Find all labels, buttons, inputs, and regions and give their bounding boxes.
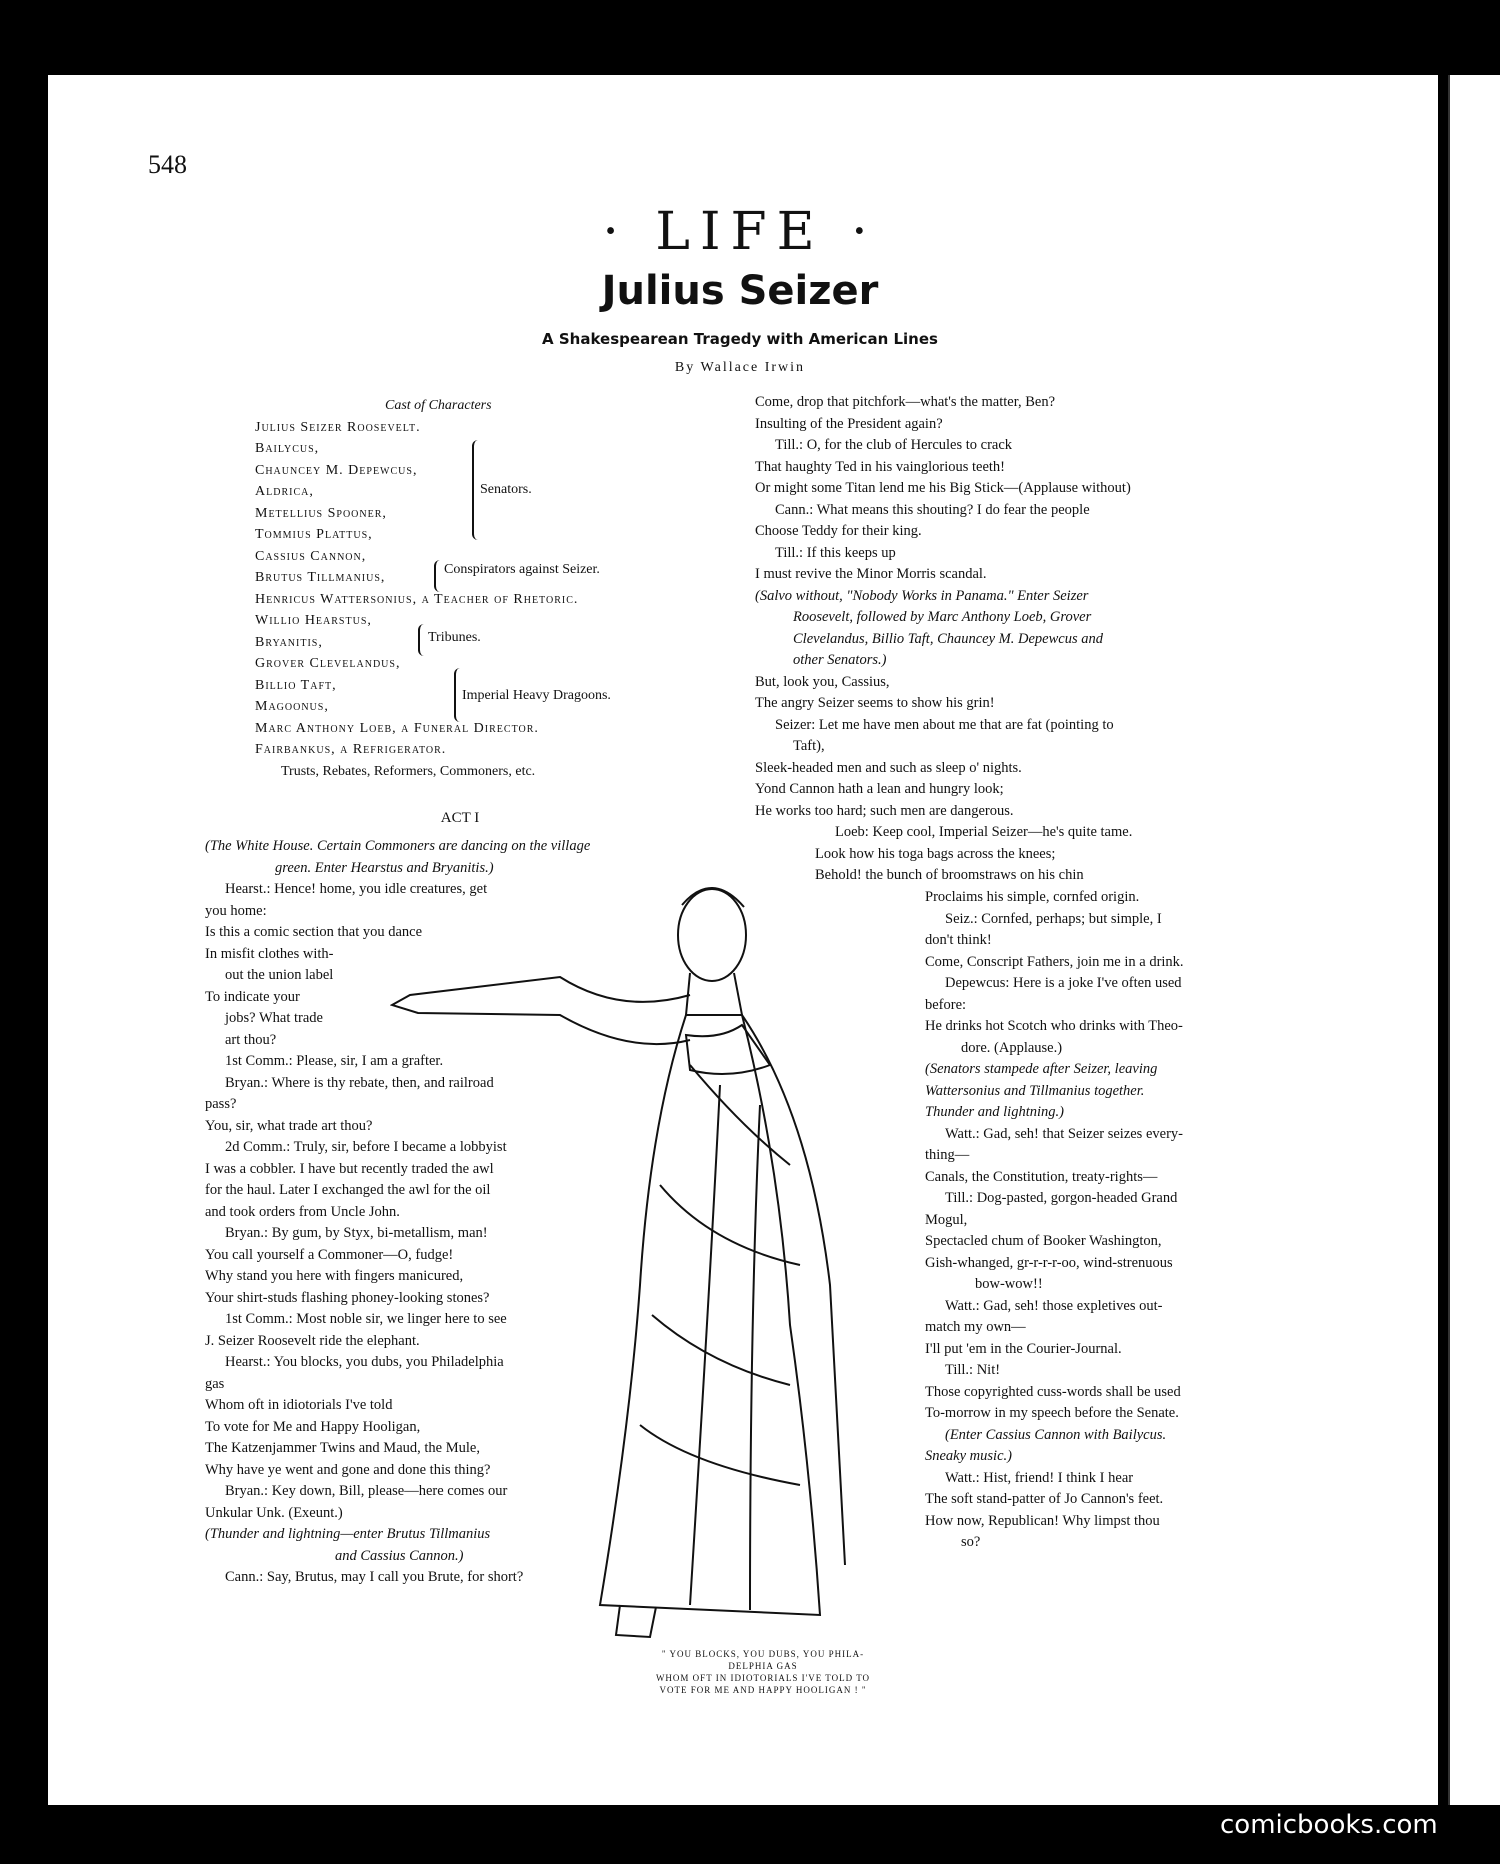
stage-direction: Thunder and lightning.) — [925, 1104, 1064, 1120]
dialogue-line: Bryan.: Where is thy rebate, then, and railroad — [225, 1074, 494, 1091]
dialogue-line: dore. (Applause.) — [961, 1039, 1063, 1056]
dialogue-line: Unkular Unk. (Exeunt.) — [205, 1504, 343, 1521]
chest-hand — [686, 1025, 770, 1074]
dialogue-line: gas — [205, 1375, 225, 1392]
cast-line: Brutus Tillmanius, — [255, 570, 386, 585]
dialogue-line: You, sir, what trade art thou? — [205, 1117, 373, 1134]
dialogue-line: Insulting of the President again? — [755, 415, 943, 432]
cast-line: Tommius Plattus, — [255, 527, 373, 542]
dialogue-line: He drinks hot Scotch who drinks with Theo- — [925, 1018, 1183, 1034]
cast-line: Magoonus, — [255, 699, 329, 714]
dialogue-line: He works too hard; such men are dangerous. — [755, 802, 1014, 819]
cast-line: Henricus Wattersonius, a Teacher of Rhetoric. — [255, 591, 579, 607]
dialogue-line: Behold! the bunch of broomstraws on his chin — [815, 867, 1084, 883]
toga-figure-illustration — [390, 865, 930, 1645]
watermark: comicbooks.com — [1220, 1810, 1438, 1840]
dialogue-line: To-morrow in my speech before the Senate. — [925, 1405, 1179, 1421]
dialogue-line: Look how his toga bags across the knees; — [815, 845, 1056, 862]
dragoons-label: Imperial Heavy Dragoons. — [462, 688, 611, 703]
dialogue-line: art thou? — [225, 1031, 277, 1048]
cast-line: Chauncey M. Depewcus, — [255, 462, 418, 478]
cast-line: Julius Seizer Roosevelt. — [255, 419, 421, 435]
stage-direction: and Cassius Cannon.) — [335, 1547, 464, 1564]
dialogue-line: That haughty Ted in his vainglorious teeth! — [755, 458, 1006, 475]
right-column-top — [755, 392, 1280, 887]
toga-body — [600, 1015, 820, 1615]
dialogue-line: pass? — [205, 1096, 237, 1112]
dialogue-line: Till.: Nit! — [945, 1362, 1001, 1378]
dialogue-line: out the union label — [225, 967, 334, 983]
stage-direction: other Senators.) — [793, 652, 887, 668]
dialogue-line: before: — [925, 996, 967, 1013]
dialogue-line: Seizer: Let me have men about me that are fat (pointing to — [775, 716, 1114, 733]
article-title: Julius Seizer — [601, 268, 879, 314]
article-subtitle: A Shakespearean Tragedy with American Lines — [542, 330, 938, 348]
cast-line: Bryanitis, — [255, 634, 323, 650]
dialogue-line: Gish-whanged, gr-r-r-r-oo, wind-strenuous — [925, 1254, 1173, 1271]
dialogue-line: you home: — [205, 902, 267, 919]
cast-line: Marc Anthony Loeb, a Funeral Director. — [255, 720, 539, 736]
dialogue-line: 1st Comm.: Please, sir, I am a grafter. — [225, 1053, 444, 1069]
conspirators-label: Conspirators against Seizer. — [444, 562, 600, 577]
dialogue-line: so? — [961, 1534, 981, 1550]
dialogue-line: Till.: O, for the club of Hercules to crack — [775, 437, 1013, 453]
dialogue-line: Till.: If this keeps up — [775, 544, 896, 561]
conspirators-brace — [434, 560, 442, 592]
dialogue-line: Watt.: Gad, seh! that Seizer seizes every- — [945, 1125, 1183, 1142]
dialogue-line: Bryan.: By gum, by Styx, bi-metallism, man! — [225, 1225, 488, 1241]
dialogue-line: and took orders from Uncle John. — [205, 1203, 400, 1220]
dialogue-line: Sleek-headed men and such as sleep o' nights. — [755, 759, 1022, 776]
dialogue-line: Or might some Titan lend me his Big Stick—(Applause without) — [755, 480, 1131, 496]
stage-direction: (Senators stampede after Seizer, leaving — [925, 1061, 1158, 1077]
dialogue-line: But, look you, Cassius, — [755, 673, 890, 690]
stage-direction: (Salvo without, "Nobody Works in Panama." Enter Seizer — [755, 587, 1089, 604]
tribunes-brace — [418, 624, 426, 656]
dialogue-line: Come, drop that pitchfork—what's the matter, Ben? — [755, 394, 1056, 410]
dialogue-line: To indicate your — [205, 988, 300, 1005]
dialogue-line: Why stand you here with fingers manicured, — [205, 1268, 464, 1284]
dialogue-line: Seiz.: Cornfed, perhaps; but simple, I — [945, 910, 1162, 927]
dialogue-line: Proclaims his simple, cornfed origin. — [925, 889, 1140, 905]
stage-direction: (Thunder and lightning—enter Brutus Tillmanius — [205, 1526, 491, 1542]
dialogue-line: Watt.: Hist, friend! I think I hear — [945, 1469, 1134, 1486]
cast-line: Metellius Spooner, — [255, 505, 387, 521]
cast-line: Billio Taft, — [255, 677, 337, 693]
right-column-bottom — [925, 887, 1275, 1554]
cast-line: Grover Clevelandus, — [255, 656, 401, 671]
dialogue-line: I'll put 'em in the Courier-Journal. — [925, 1340, 1122, 1357]
stage-direction: Roosevelt, followed by Marc Anthony Loeb, Grover — [793, 609, 1092, 625]
dialogue-line: don't think! — [925, 932, 992, 948]
dialogue-line: I was a cobbler. I have but recently traded the awl — [205, 1160, 494, 1177]
stage-direction: green. Enter Hearstus and Bryanitis.) — [275, 859, 494, 876]
dialogue-line: Come, Conscript Fathers, join me in a drink. — [925, 953, 1184, 970]
cast-of-characters — [255, 395, 715, 782]
cast-line: Bailycus, — [255, 441, 320, 456]
caption-line: WHOM OFT IN IDIOTORIALS I'VE TOLD TO — [655, 1673, 871, 1683]
adjacent-page-edge — [1448, 75, 1500, 1805]
cast-line: Cassius Cannon, — [255, 548, 367, 564]
stage-direction: Sneaky music.) — [925, 1448, 1012, 1464]
dialogue-line: Spectacled chum of Booker Washington, — [925, 1233, 1162, 1249]
dialogue-line: Hearst.: You blocks, you dubs, you Philadelphia — [225, 1354, 504, 1370]
dialogue-line: Those copyrighted cuss-words shall be used — [925, 1383, 1181, 1400]
act-heading: ACT I — [440, 810, 480, 826]
figure-head — [678, 889, 746, 981]
dialogue-line: 2d Comm.: Truly, sir, before I became a lobbyist — [225, 1139, 507, 1155]
cast-heading: Cast of Characters — [385, 398, 492, 413]
masthead: · LIFE · — [602, 202, 878, 262]
dialogue-line: You call yourself a Commoner—O, fudge! — [205, 1246, 454, 1263]
dialogue-line: Mogul, — [925, 1211, 968, 1228]
dialogue-line: In misfit clothes with- — [205, 945, 334, 962]
cast-line: Fairbankus, a Refrigerator. — [255, 742, 447, 757]
pointing-arm — [392, 977, 690, 1044]
caption-line: VOTE FOR ME AND HAPPY HOOLIGAN ! " — [659, 1685, 867, 1695]
cast-line: Trusts, Rebates, Reformers, Commoners, etc. — [281, 763, 536, 779]
dialogue-line: Depewcus: Here is a joke I've often used — [945, 975, 1182, 991]
cast-line: Willio Hearstus, — [255, 613, 372, 628]
dialogue-line: Choose Teddy for their king. — [755, 523, 922, 539]
stage-direction: Clevelandus, Billio Taft, Chauncey M. Depewcus and — [793, 630, 1103, 647]
byline: By Wallace Irwin — [674, 360, 806, 375]
dialogue-line: Cann.: What means this shouting? I do fear the people — [775, 501, 1090, 518]
cast-line: Aldrica, — [255, 484, 314, 499]
stage-direction: (The White House. Certain Commoners are dancing on the village — [205, 838, 591, 854]
dialogue-line: I must revive the Minor Morris scandal. — [755, 566, 987, 582]
dialogue-line: Taft), — [793, 738, 825, 754]
dialogue-line: for the haul. Later I exchanged the awl for the oil — [205, 1182, 491, 1198]
foot — [616, 1605, 656, 1637]
dialogue-line: The angry Seizer seems to show his grin! — [755, 695, 995, 711]
stage-direction: Wattersonius and Tillmanius together. — [925, 1082, 1145, 1099]
dialogue-line: Till.: Dog-pasted, gorgon-headed Grand — [945, 1190, 1178, 1206]
dialogue-line: The Katzenjammer Twins and Maud, the Mule, — [205, 1440, 480, 1456]
dialogue-line: Loeb: Keep cool, Imperial Seizer—he's quite tame. — [835, 824, 1133, 840]
dialogue-line: Bryan.: Key down, Bill, please—here comes our — [225, 1483, 508, 1499]
dialogue-line: 1st Comm.: Most noble sir, we linger here to see — [225, 1311, 507, 1327]
dialogue-line: J. Seizer Roosevelt ride the elephant. — [205, 1332, 420, 1349]
illustration-caption — [628, 1648, 898, 1696]
page-number: 548 — [148, 150, 187, 179]
dialogue-line: Is this a comic section that you dance — [205, 924, 423, 940]
dialogue-line: Yond Cannon hath a lean and hungry look; — [755, 781, 1004, 797]
dialogue-line: match my own— — [925, 1319, 1026, 1335]
caption-line: DELPHIA GAS — [728, 1661, 798, 1671]
dialogue-line: Hearst.: Hence! home, you idle creatures, get — [225, 881, 488, 897]
dialogue-line: Why have ye went and gone and done this thing? — [205, 1461, 491, 1478]
caption-line: " YOU BLOCKS, YOU DUBS, YOU PHILA- — [661, 1649, 865, 1659]
dialogue-line: Whom oft in idiotorials I've told — [205, 1397, 393, 1413]
dialogue-line: Canals, the Constitution, treaty-rights— — [925, 1168, 1158, 1185]
dialogue-line: jobs? What trade — [225, 1010, 323, 1026]
dialogue-line: To vote for Me and Happy Hooligan, — [205, 1418, 421, 1435]
senators-label: Senators. — [480, 482, 532, 497]
dialogue-line: thing— — [925, 1147, 970, 1163]
stage-direction: (Enter Cassius Cannon with Bailycus. — [945, 1426, 1167, 1443]
dialogue-line: How now, Republican! Why limpst thou — [925, 1512, 1160, 1529]
dialogue-line: bow-wow!! — [975, 1276, 1043, 1292]
dragoons-brace — [454, 668, 462, 722]
tribunes-label: Tribunes. — [428, 630, 481, 645]
dialogue-line: The soft stand-patter of Jo Cannon's feet. — [925, 1491, 1164, 1507]
dialogue-line: Watt.: Gad, seh! those expletives out- — [945, 1297, 1163, 1314]
dialogue-line: Your shirt-studs flashing phoney-looking stones? — [205, 1289, 490, 1306]
dialogue-line: Cann.: Say, Brutus, may I call you Brute, for short? — [225, 1569, 524, 1585]
